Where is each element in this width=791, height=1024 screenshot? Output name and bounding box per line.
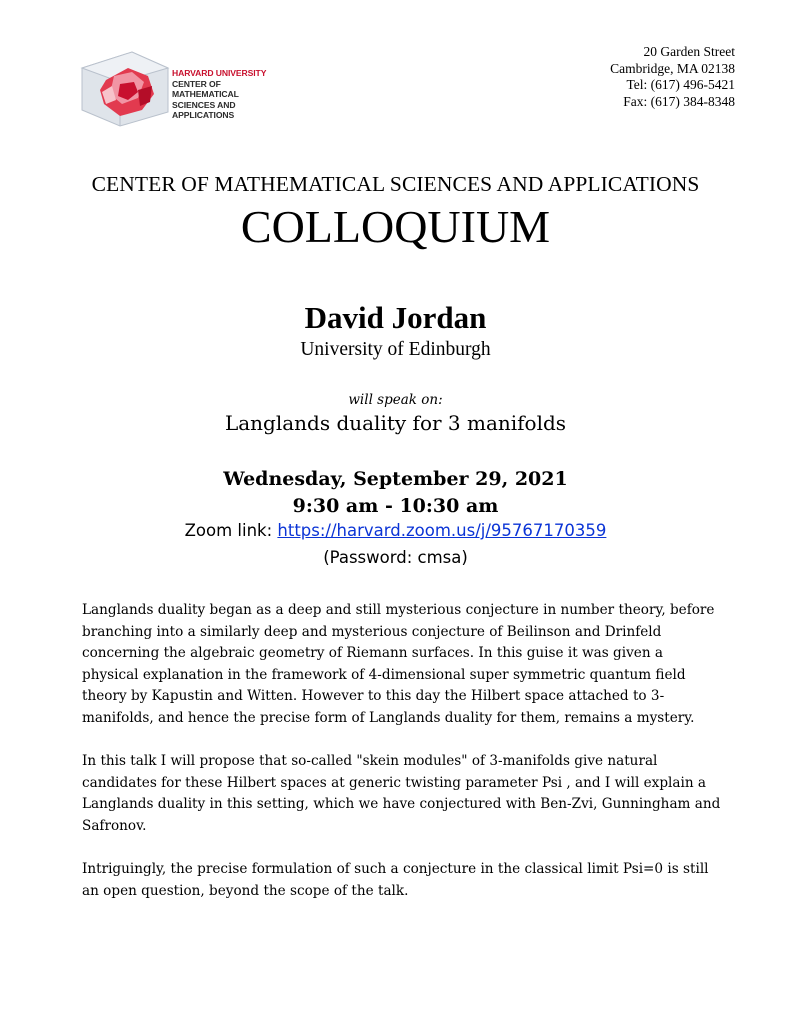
zoom-link[interactable]: https://harvard.zoom.us/j/95767170359	[277, 521, 607, 540]
address-street: 20 Garden Street	[643, 44, 735, 59]
speaker-name: David Jordan	[304, 300, 487, 335]
logo-university-text: HARVARD UNIVERSITY	[172, 68, 267, 78]
cmsa-logo	[76, 46, 286, 128]
abstract	[82, 600, 722, 924]
talk-title: Langlands duality for 3 manifolds	[224, 411, 567, 435]
zoom-password: (Password: cmsa)	[323, 548, 468, 567]
address-block	[610, 44, 735, 110]
zoom-label: Zoom link:	[184, 521, 278, 540]
address-tel: Tel: (617) 496-5421	[626, 77, 735, 92]
abstract-paragraph: Langlands duality began as a deep and still mysterious conjecture in number theory, before branching into a similarly deep and mysterious conjecture of Beilinson and Drinfeld concerning the algebraic geometry of Riemann surfaces. In this guise it was given a physical explanation in the framework of 4-dimensional super symmetric quantum field theory by Kapustin and Witten. However to this day the Hilbert space attached to 3-manifolds, and hence the precise form of Langlands duality for them, remains a mystery.	[82, 602, 715, 726]
center-title: CENTER OF MATHEMATICAL SCIENCES AND APPLICATIONS	[91, 172, 700, 196]
logo-center-text: CENTER OF MATHEMATICAL	[172, 78, 239, 99]
event-date: Wednesday, September 29, 2021	[223, 468, 568, 490]
zoom-line	[0, 521, 791, 540]
event-type-heading: COLLOQUIUM	[240, 201, 551, 252]
cube-logo-icon	[76, 46, 172, 128]
abstract-paragraph: In this talk I will propose that so-called "skein modules" of 3-manifolds give natural candidates for these Hilbert spaces at generic twisting parameter Psi , and I will explain a Langlands duality in this setting, which we have conjectured with Ben-Zvi, Gunningham and Safronov.	[82, 753, 721, 834]
logo-sciences-text: SCIENCES AND APPLICATIONS	[172, 99, 236, 120]
abstract-paragraph: Intriguingly, the precise formulation of such a conjecture in the classical limit Psi=0 is still an open question, beyond the scope of the talk.	[82, 861, 709, 899]
speaker-affiliation: University of Edinburgh	[300, 339, 491, 360]
will-speak-label: will speak on:	[348, 392, 443, 408]
address-city: Cambridge, MA 02138	[610, 60, 735, 76]
event-time: 9:30 am - 10:30 am	[292, 495, 499, 517]
address-fax: Fax: (617) 384-8348	[623, 93, 735, 109]
